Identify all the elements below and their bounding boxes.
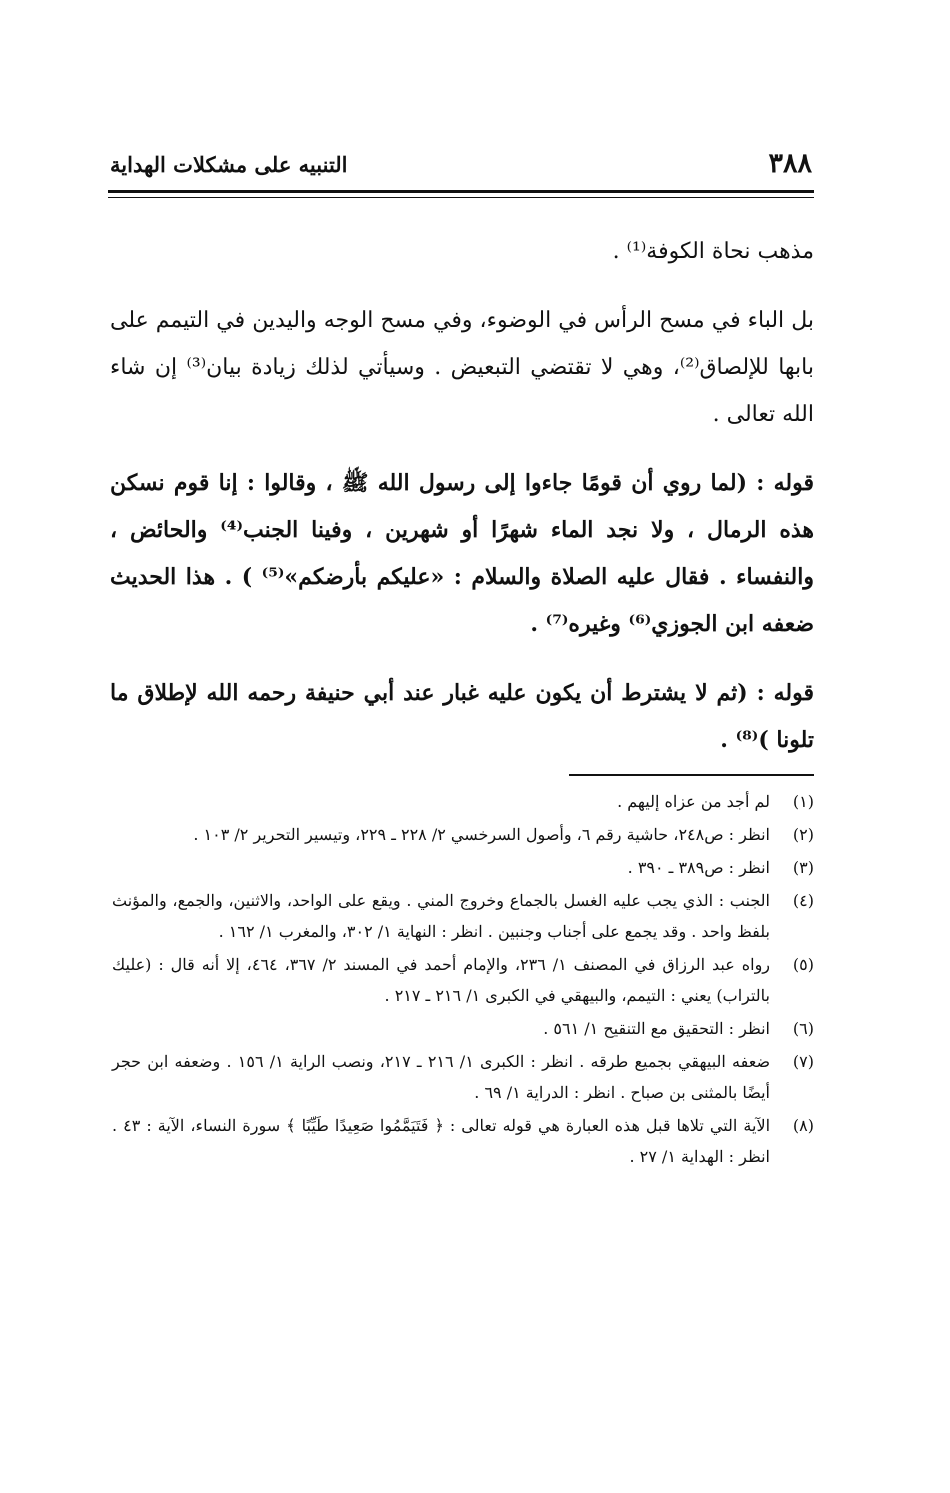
main-text: [110, 228, 814, 786]
footnote-text: رواه عبد الرزاق في المصنف ١/ ٢٣٦، والإمام أحمد في المسند ٢/ ٣٦٧، ٤٦٤، إلا أنه قال : (عليك بالتراب) يعني : التيمم، والبيهقي في الكبرى ١/ ٢١٦ ـ ٢١٧ .: [112, 955, 771, 1005]
running-title: التنبيه على مشكلات الهداية: [110, 152, 348, 177]
footnote-number: (٢): [792, 825, 814, 844]
header-rule-thick: [108, 190, 814, 193]
footnote-number: (٧): [792, 1052, 814, 1071]
paragraph-1: مذهب نحاة الكوفة⁽¹⁾ .: [612, 239, 814, 264]
footnote: [112, 852, 814, 883]
page-header: [110, 140, 812, 182]
footnote-text: الجنب : الذي يجب عليه الغسل بالجماع وخروج المني . ويقع على الواحد، والاثنين، والجمع، والمؤنث بلفظ واحد . وقد يجمع على أجناب وجنبين . انظر : النهاية ١/ ٣٠٢، والمغرب ١/ ١٦٢ .: [112, 891, 770, 941]
page-number: ٣٨٨: [768, 148, 812, 179]
footnotes: [112, 786, 814, 1174]
footnote-text: انظر : ص٢٤٨، حاشية رقم ٦، وأصول السرخسي ٢/ ٢٢٨ ـ ٢٢٩، وتيسير التحرير ٢/ ١٠٣ .: [193, 825, 770, 844]
footnote-text: انظر : التحقيق مع التنقيح ١/ ٥٦١ .: [543, 1019, 770, 1038]
footnote-number: (٦): [792, 1019, 814, 1038]
footnote: [112, 949, 814, 1011]
footnote-number: (٨): [792, 1116, 814, 1135]
footnote-number: (٤): [792, 891, 814, 910]
header-rule-thin: [108, 197, 814, 198]
paragraph-4: قوله : (ثم لا يشترط أن يكون عليه غبار عند أبي حنيفة رحمه الله لإطلاق ما تلونا )⁽⁸⁾ .: [110, 680, 814, 753]
paragraph-3: قوله : (لما روي أن قومًا جاءوا إلى رسول الله ﷺ ، وقالوا : إنا قوم نسكن هذه الرمال ، ولا نجد الماء شهرًا أو شهرين ، وفينا الجنب⁽⁴⁾ والحائض ، والنفساء . فقال عليه الصلاة والسلام : «عليكم بأرضكم»⁽⁵⁾ ) . هذا الحديث ضعفه ابن الجوزي⁽⁶⁾ وغيره⁽⁷⁾ .: [110, 470, 814, 637]
footnote: [112, 819, 814, 850]
footnote-separator: [569, 774, 814, 776]
footnote-number: (٥): [792, 955, 814, 974]
footnote: [112, 1013, 814, 1044]
footnote: [112, 786, 814, 817]
footnote: [112, 1110, 814, 1172]
footnote-text: لم أجد من عزاه إليهم .: [617, 792, 770, 811]
footnote-text: الآية التي تلاها قبل هذه العبارة هي قوله تعالى : ﴿ فَتَيَمَّمُوا صَعِيدًا طَيِّبًا ﴾ سورة النساء، الآية : ٤٣ . انظر : الهداية ١/ ٢٧ .: [112, 1116, 771, 1166]
footnote: [112, 885, 814, 947]
paragraph-2: بل الباء في مسح الرأس في الوضوء، وفي مسح الوجه واليدين في التيمم على بابها للإلصاق⁽²⁾، وهي لا تقتضي التبعيض . وسيأتي لذلك زيادة بيان⁽³⁾ إن شاء الله تعالى .: [110, 308, 814, 427]
footnote: [112, 1046, 814, 1108]
footnote-number: (٣): [792, 858, 814, 877]
footnote-text: ضعفه البيهقي بجميع طرقه . انظر : الكبرى ١/ ٢١٦ ـ ٢١٧، ونصب الراية ١/ ١٥٦ . وضعفه ابن حجر أيضًا بالمثنى بن صباح . انظر : الدراية ١/ ٦٩ .: [112, 1052, 771, 1102]
footnote-number: (١): [792, 792, 814, 811]
footnote-text: انظر : ص٣٨٩ ـ ٣٩٠ .: [627, 858, 770, 877]
